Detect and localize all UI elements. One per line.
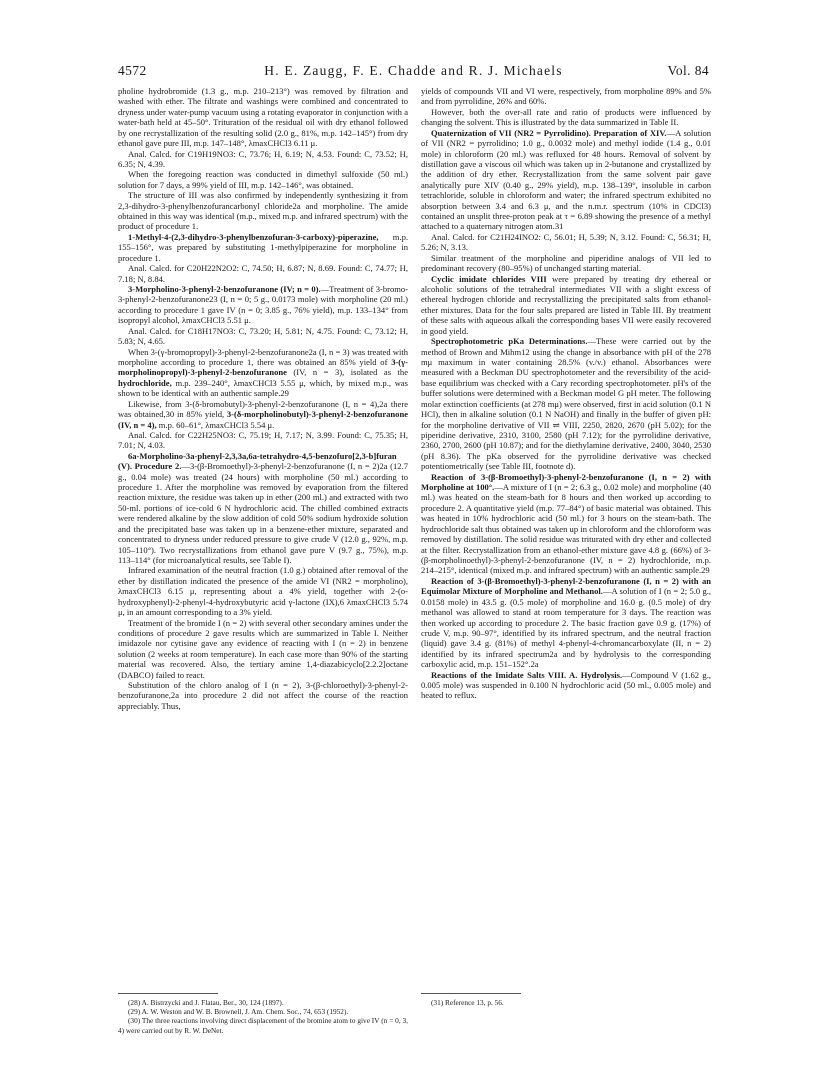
paragraph-text: m.p. 239–240°, λmaxCHCl3 5.55 μ, which, by mixed m.p., was shown to be identical with an authentic sample.29 <box>118 377 408 399</box>
paragraph: Substitution of the chloro analog of I (n = 2), 3-(β-chloroethyl)-3-phenyl-2-benzofuranone,2a into procedure 2 did not affect the course of the reaction appreciably. Thus, <box>118 680 408 711</box>
analysis-paragraph: Anal. Calcd. for C20H22N2O2: C, 74.50; H, 6.87; N, 8.69. Found: C, 74.77; H, 7.18; N, 8.84. <box>118 263 408 284</box>
paragraph: However, both the over-all rate and ratio of products were influenced by changing the solvent. This is illustrated by the data summarized in Table II. <box>421 106 711 128</box>
paragraph: The structure of III was also confirmed by independently synthesizing it from 2,3-dihydro-3-phenylbenzofurancarbonyl chloride2a and morpholine. The amide obtained in this way was identical (m.p., mixed m.p. and infrared spectrum) with the product of procedure 1. <box>118 190 408 232</box>
paragraph-text: —A solution of I (n = 2; 5.0 g., 0.0158 mole) in 43.5 g. (0.5 mole) of morpholine and 16.0 g. (0.5 mole) of dry methanol was allowed to stand at room temperature for 3 days. The reaction was then worked up according to procedure 2. The basic fraction gave 0.9 g. (17%) of crude V, m.p. 90–97°, identified by its infrared spectrum, and the neutral fraction (liquid) gave 3.4 g. (81%) of methyl 4-phenyl-4-chromancarboxylate (II, n = 2) identified by its infrared spectrum2a and by hydrolysis to the corresponding carboxylic acid, m.p. 151–152°.2a <box>421 586 712 670</box>
paragraph <box>118 399 408 430</box>
volume-number: Vol. 84 <box>667 63 709 78</box>
section-heading: Reaction of 3-(β-Bromoethyl)-3-phenyl-2-benzofuranone (I, n = 2) with an Equimolar Mixture of Morpholine and Methanol. <box>421 575 711 597</box>
paragraph-text: —Compound V (1.62 g., 0.005 mole) was suspended in 0.100 N hydrochloric acid (50 ml., 0.005 mole) and heated to reflux. <box>421 669 711 701</box>
authors-header: H. E. Zaugg, F. E. Chadde and R. J. Michaels <box>264 63 563 78</box>
paragraph-text: When 3-(γ-bromopropyl)-3-phenyl-2-benzofuranone2a (I, n = 3) was treated with morpholine according to procedure 1, there was obtained an 85% yield of <box>118 346 408 367</box>
paragraph-text: (IV, n = 3), isolated as the <box>286 367 408 378</box>
page-number: 4572 <box>118 63 147 78</box>
paragraph <box>421 336 711 471</box>
paragraph: When the foregoing reaction was conducted in dimethyl sulfoxide (50 ml.) solution for 7 days, a 99% yield of III, m.p. 142–146°, was obtained. <box>118 169 408 190</box>
paragraph: Treatment of the bromide I (n = 2) with several other secondary amines under the conditions of procedure 2 gave results which are summarized in Table I. Neither imidazole nor cytisine gave any evidence of reacting with I (n = 2) in benzene solution (2 weeks at room temperature). In each case more than 90% of the starting material was recovered. Also, the tertiary amine 1,4-diazabicyclo[2.2.2]octane (DABCO) failed to react. <box>118 617 408 680</box>
compound-heading: 3-Morpholino-3-phenyl-2-benzofuranone (IV; n = 0). <box>128 284 321 295</box>
footnotes-left <box>118 998 408 1035</box>
footnote: (29) A. W. Weston and W. B. Brownell, J. Am. Chem. Soc., 74, 653 (1952). <box>128 1007 349 1017</box>
footnote: (30) The three reactions involving direct displacement of the bromine atom to give IV (n = 0, 3, 4) were carried out by R. W. DeNet. <box>118 1016 408 1035</box>
paragraph <box>118 451 408 566</box>
section-heading: Spectrophotometric pKa Determinations. <box>431 336 588 347</box>
footnotes-right <box>421 998 711 1007</box>
analysis-paragraph: Anal. Calcd. for C22H25NO3: C, 75.19; H, 7.17; N, 3.99. Found: C, 75.35; H, 7.01; N, 4.03. <box>118 429 408 451</box>
paragraph <box>421 576 711 670</box>
paragraph <box>421 670 711 701</box>
paragraph-text: —A solution of VII (NR2 = pyrrolidino; 1.0 g., 0.0032 mole) and methyl iodide (1.4 g., 0.01 mole) in chloroform (20 ml.) was refluxed for 48 hours. Removal of solvent by distillation gave a viscous oil which was taken up in 2-butanone and crystallized by the addition of dry ether. Recrystallization from the same solvent pair gave analytically pure XIV (0.40 g., 29% yield), m.p. 138–139°, insoluble in carbon tetrachloride, soluble in chloroform and water; the infrared spectrum exhibited no absorption between 3.4 and 6.3 μ, and the n.m.r. spectrum (10% in CDCl3) contained an unsplit three-proton peak at τ = 6.89 showing the presence of a methyl attached to a quaternary nitrogen atom.31 <box>421 127 711 232</box>
paragraph-text: —A mixture of I (n = 2; 6.3 g., 0.02 mole) and morpholine (40 ml.) was heated on the steam-bath for 8 hours and then worked up according to procedure 2. A quantitative yield (m.p. 77–84°) of basic material was obtained. This was heated in 10% hydrochloric acid (50 ml.) for 3 hours on the steam-bath. The hydrochloride salt thus obtained was taken up in chloroform and the chloroform was removed by distillation. The solid residue was triturated with dry ether and collected at the filter. Recrystallization from an ethanol-ether mixture gave 4.8 g. (66%) of 3-(β-morpholinoethyl)-3-phenyl-2-benzofuranone (IV, n = 2) hydrochloride, m.p. 214–215°, identical (mixed m.p. and infrared spectrum) with an authentic sample.29 <box>421 482 711 576</box>
section-heading: Reactions of the Imidate Salts VIII. A. Hydrolysis. <box>431 669 623 680</box>
section-heading: Reaction of 3-(β-Bromoethyl)-3-phenyl-2-benzofuranone (I, n = 2) with Morpholine at 100°. <box>421 471 711 493</box>
footnote-divider <box>421 993 521 994</box>
footnote: (31) Reference 13, p. 56. <box>431 998 504 1007</box>
paragraph-text: were prepared by treating dry ethereal or alcoholic solutions of the tetrahedral intermediates VII with a slight excess of ethereal hydrogen chloride and recrystallizing the precipitated salts from ethanol-ether mixtures. Data for the four salts prepared are listed in Table III. By treatment of these salts with aqueous alkali the corresponding bases VII were easily recovered in good yield. <box>421 273 711 336</box>
compound-name: 3-(γ-morpholinopropyl)-3-phenyl-2-benzofuranone <box>118 356 408 378</box>
analysis-paragraph: Anal. Calcd. for C18H17NO3: C, 73.20; H, 5.81; N, 4.75. Found: C, 73.12; H, 5.83; N, 4.65. <box>118 325 408 347</box>
analysis-paragraph: Anal. Calcd. for C19H19NO3: C, 73.76; H, 6.19; N, 4.53. Found: C, 73.52; H, 6.35; N, 4.39. <box>118 148 408 169</box>
footnote: (28) A. Bistrzycki and J. Flatau, Ber., 30, 124 (1897). <box>128 998 284 1007</box>
paragraph-text: —3-(β-Bromoethyl)-3-phenyl-2-benzofuranone (I, n = 2)2a (12.7 g., 0.04 mole) was treated (24 hours) with morpholine (50 ml.) according to procedure 1. After the morpholine was removed by evaporation from the filtered reaction mixture, the residue was taken up in ether (200 ml.) and extracted with two 50-ml. portions of ice-cold 6 N hydrochloric acid. The chilled combined extracts were rendered alkaline by the slow addition of cold 50% sodium hydroxide solution and the precipitated base was taken up in a benzene-ether mixture, separated and concentrated to dryness under reduced pressure to give crude V (12.0 g., 92%, m.p. 105–110°). Two recrystallizations from ethanol gave pure V (9.7 g., 75%), m.p. 113–114° (for microanalytical results, see Table I). <box>118 461 408 565</box>
paragraph <box>118 347 408 399</box>
paragraph-text: —Treatment of 3-bromo-3-phenyl-2-benzofuranone23 (I, n = 0; 5 g., 0.0173 mole) with morpholine (20 ml.) according to procedure 1 gave IV (n = 0; 3.85 g., 76% yield), m.p. 133–134° from isopropyl alcohol, λmaxCHCl3 5.51 μ. <box>118 284 408 326</box>
section-heading: Quaternization of VII (NR2 = Pyrrolidino). Preparation of XIV. <box>431 127 667 138</box>
paragraph <box>421 274 711 337</box>
paragraph-text: Likewise, from 3-(δ-bromobutyl)-3-phenyl-2-benzofuranone (I, n = 4),2a there was obtained,30 in 85% yield, <box>118 398 408 420</box>
section-heading: Cyclic imidate chlorides VIII <box>431 273 547 284</box>
paragraph <box>421 472 711 576</box>
paragraph-text: m.p. 155–156°, was prepared by substituting 1-methylpiperazine for morpholine in procedure 1. <box>118 231 408 263</box>
compound-heading: 1-Methyl-4-(2,3-dihydro-3-phenylbenzofuran-3-carboxy)-piperazine, <box>128 231 379 242</box>
paragraph-text: m.p. 60–61°, λmaxCHCl3 5.54 μ. <box>156 419 275 430</box>
right-column <box>421 86 711 701</box>
paragraph: Similar treatment of the morpholine and piperidine analogs of VII led to predominant recovery (80–95%) of unchanged starting material. <box>421 252 711 274</box>
paragraph-text: —These were carried out by the method of Brown and Mihm12 using the change in absorbance with pH of the 278 mμ maximum in water containing 28.5% (v./v.) ethanol. Absorbances were measured with a Beckman DU spectrophotometer and the reversibility of the acid-base equilibrium was checked with a Cary recording spectrophotometer. pH's of the buffer solutions were determined with a Beckman model G pH meter. The following molar extinction coefficients (at 278 mμ) were observed, first in acid solution (0.1 N HCl), then in alkaline solution (0.1 N NaOH) and finally in the buffer of given pH: for the morpholine derivative of VII ⇌ VIII, 2250, 2820, 2670 (pH 5.02); for the piperidine derivative, 2310, 3100, 2580 (pH 7.12); for the pyrrolidine derivative, 2360, 2700, 2600 (pH 10.87); and for the diethylamine derivative, 2400, 3040, 2530 (pH 8.36). The pKa observed for the pyrrolidine derivative was checked potentiometrically (see Table III, footnote d). <box>421 336 711 472</box>
paragraph <box>118 284 408 326</box>
footnote-divider <box>118 993 218 994</box>
paragraph <box>421 128 711 232</box>
running-header <box>118 63 709 79</box>
compound-name: 3-(δ-morpholinobutyl)-3-phenyl-2-benzofuranone (IV, n = 4), <box>118 409 408 430</box>
analysis-paragraph: Anal. Calcd. for C21H24INO2: C, 56.01; H, 5.39; N, 3.12. Found: C, 56.31; H, 5.26; N, 3.13. <box>421 231 711 253</box>
paragraph: pholine hydrobromide (1.3 g., m.p. 210–213°) was removed by filtration and washed with ether. The filtrate and washings were combined and concentrated to dryness under water-pump vacuum using a rotating evaporator in conjunction with a water-bath held at 45–50°. Trituration of the residual oil with dry ethanol followed by one recrystallization of the resulting solid (2.0 g., 81%, m.p. 142–145°) from dry ethanol gave pure III, m.p. 147–148°, λmaxCHCl3 6.11 μ. <box>118 86 408 149</box>
compound-heading: 6a-Morpholino-3a-phenyl-2,3,3a,6a-tetrahydro-4,5-benzofuro[2,3-b]furan (V). Procedure 2. <box>118 450 397 472</box>
paragraph <box>118 232 408 263</box>
left-column <box>118 86 408 711</box>
compound-name: hydrochloride, <box>118 377 172 388</box>
paragraph: yields of compounds VII and VI were, respectively, from morpholine 89% and 5% and from pyrrolidine, 26% and 60%. <box>421 86 711 107</box>
paragraph: Infrared examination of the neutral fraction (1.0 g.) obtained after removal of the ether by distillation indicated the presence of the amide VI (NR2 = morpholino), λmaxCHCl3 6.15 μ, representing about a 4% yield, together with 2-(o-hydroxyphenyl)-2-phenyl-4-hydroxybutyric acid γ-lactone (IX),6 λmaxCHCl3 5.74 μ, in an amount corresponding to a 3% yield. <box>118 565 408 618</box>
